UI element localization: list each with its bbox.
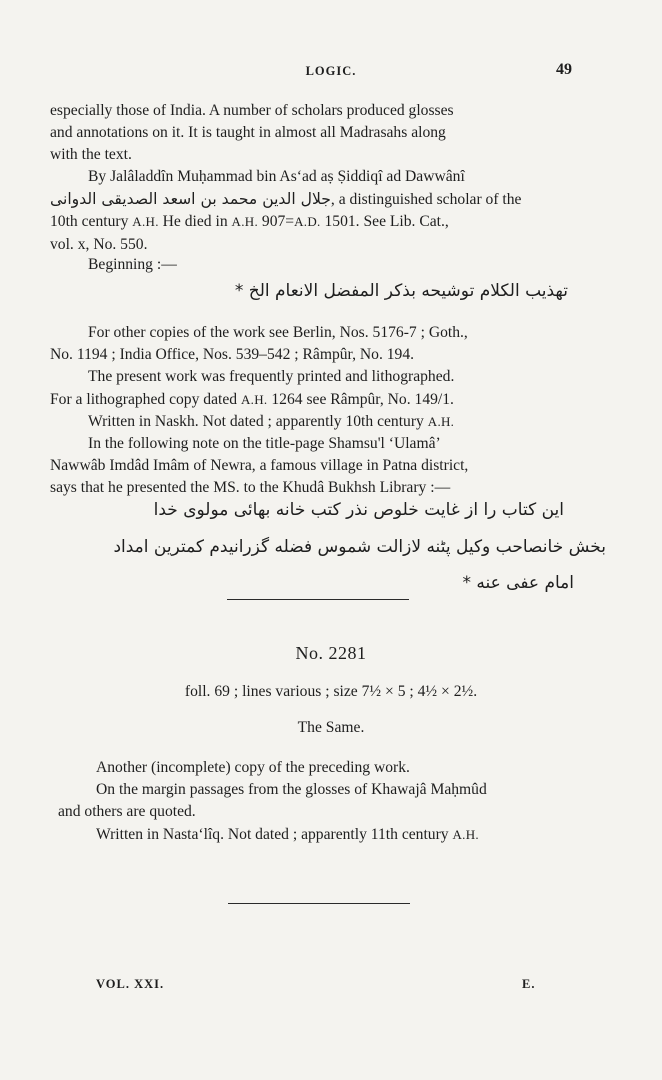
paragraph-intro [50,100,575,167]
footer-signature: E. [522,977,536,991]
beginning-label: Beginning :— [88,256,177,273]
era-abbrev: A.H. [240,391,268,407]
paragraph-copies [50,322,575,500]
era-abbrev: A.H. [132,214,159,230]
footer-volume: VOL. XXI. [96,977,165,991]
text-span: For a lithographed copy dated [50,390,241,408]
era-abbrev: A.H. [427,413,455,429]
text-span: 907= [258,213,295,231]
text-span: , a distinguished scholar of the [330,191,522,209]
text-line: Another (incomplete) copy of the preceding work. [96,759,410,776]
text-line: and annotations on it. It is taught in almost all Madrasahs along [50,124,446,142]
text-line: On the margin passages from the glosses of Khawajâ Maḥmûd [96,781,487,799]
era-abbrev: A.H. [231,214,259,230]
text-line [50,411,575,433]
text-line: By Jalâladdîn Muḥammad bin As‘ad aṣ Ṣiddiqî ad Dawwânî [88,168,465,185]
text-span: 1264 see Râmpûr, No. 149/1. [267,390,454,408]
text-line: and others are quoted. [58,803,196,821]
running-title: LOGIC. [305,64,357,78]
arabic-author-name: جلال الدين محمد بن اسعد الصديقى الدوانى [50,190,331,209]
text-line: especially those of India. A number of scholars produced glosses [50,102,454,119]
text-line [58,824,578,846]
entry-number: No. 2281 [295,643,367,663]
text-span: 10th century [50,213,133,231]
note-arabic-line-1: این کتاب را از غایت خلوص نذر کتب خانه بهائی مولوی خدا [153,500,564,520]
entry-meta: foll. 69 ; lines various ; size 7½ × 5 ; 4½ × 2½. [184,683,478,700]
text-line: In the following note on the title-page Shamsu'l ‘Ulamâ’ [88,435,441,453]
text-span: Written in Nasta‘lîq. Not dated ; apparently 11th century [96,825,453,843]
note-arabic-line-3: امام عفی عنه * [462,573,574,593]
era-abbrev: A.H. [452,826,479,842]
beginning-arabic-text: تهذيب الكلام توشيحه بذكر المفضل الانعام الخ * [234,281,568,301]
text-line [50,188,575,211]
paragraph-author [50,166,575,256]
section-divider [227,599,409,600]
note-arabic-line-2: بخش خانصاحب وکیل پٹنه لازالت شموس فضله گزرانیدم کمترین امداد [113,537,606,557]
section-divider [228,903,410,904]
text-line [50,389,575,411]
paragraph-entry-2281 [58,757,578,846]
text-line [50,211,575,233]
beginning-label-block [50,254,575,276]
page-number: 49 [556,61,572,78]
era-abbrev: A.D. [294,214,321,230]
text-line: vol. x, No. 550. [50,235,148,253]
entry-title: The Same. [297,719,365,736]
text-span: 1501. See Lib. Cat., [320,213,449,231]
text-line: with the text. [50,146,132,164]
text-line: The present work was frequently printed and lithographed. [88,368,455,386]
text-span: He died in [158,213,232,231]
text-line: says that he presented the MS. to the Khudâ Bukhsh Library :— [50,479,451,497]
text-line: No. 1194 ; India Office, Nos. 539–542 ; Râmpûr, No. 194. [50,346,415,364]
text-span: Written in Naskh. Not dated ; apparently 10th century [88,412,428,430]
text-line: Nawwâb Imdâd Imâm of Newra, a famous village in Patna district, [50,457,469,475]
text-line: For other copies of the work see Berlin, Nos. 5176-7 ; Goth., [88,324,468,341]
